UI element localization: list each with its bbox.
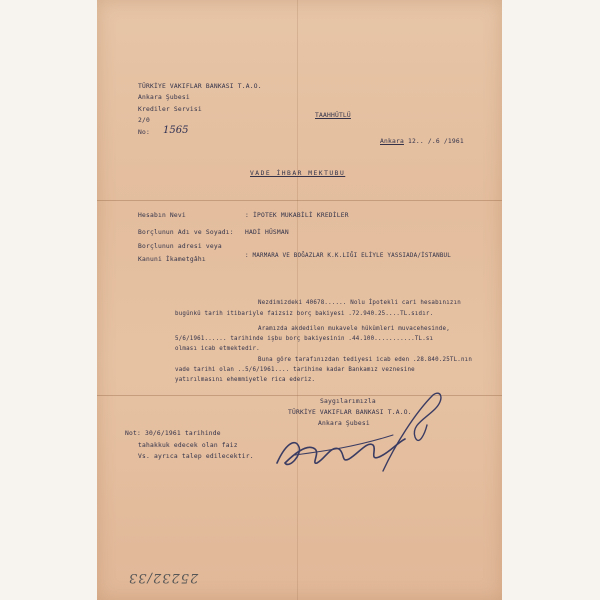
bank-name: TÜRKİYE VAKIFLAR BANKASI T.A.O. <box>138 83 262 90</box>
handwritten-signature <box>265 385 455 480</box>
closing-bank: TÜRKİYE VAKIFLAR BANKASI T.A.O. <box>288 409 412 416</box>
letter-title: VADE İHBAR MEKTUBU <box>250 170 346 177</box>
date-line <box>380 138 464 145</box>
body-line: 5/6/1961...... tarihinde işbu borç bakiyesinin .44.100...........TL.sı <box>175 336 434 342</box>
body-line: Buna göre tarafınızdan tediyesi icab eden .28.840.25TL.nın <box>258 357 473 363</box>
archive-number: 25232/33 <box>128 570 199 585</box>
body-line: Aramızda akdedilen mukavele hükümleri muvacehesinde, <box>258 326 450 332</box>
body-line: vade tarihi olan ..5/6/1961.... tarihine kadar Bankamız veznesine <box>175 367 415 373</box>
no-label: No: <box>138 129 150 136</box>
field-value-debtor-name: HADİ HÜSMAN <box>245 229 289 236</box>
date-place: Ankara <box>380 138 404 145</box>
field-label-account-type: Hesabın Nevi <box>138 212 186 219</box>
service-name: Krediler Servisi <box>138 106 202 113</box>
registered-mail-stamp: TAAHHÜTLÜ <box>315 112 351 119</box>
closing-regards: Saygılarımızla <box>320 398 376 405</box>
body-line: yatırılmasını ehemmiyetle rica ederiz. <box>175 377 316 383</box>
branch-name: Ankara Şubesi <box>138 94 190 101</box>
note-line: Vs. ayrıca talep edilecektir. <box>138 453 254 460</box>
note-line: Not: 30/6/1961 tarihinde <box>125 430 221 437</box>
field-label-debtor-name: Borçlunun Adı ve Soyadı: <box>138 229 234 236</box>
closing-branch: Ankara Şubesi <box>318 420 370 427</box>
field-value-address: : MARMARA VE BOĞAZLAR K.K.LIĞI ELİYLE YASSIADA/İSTANBUL <box>245 253 452 259</box>
body-line: Nezdimizdeki 40678...... Nolu İpotekli cari hesabınızın <box>258 300 461 306</box>
date-value: 12.. /.6 /1961 <box>407 138 464 145</box>
body-line: olması icab etmektedir. <box>175 346 260 352</box>
handwritten-number: 1565 <box>163 125 189 136</box>
fold-line <box>97 200 502 201</box>
ref-prefix: 2/0 <box>138 117 150 124</box>
field-label-debtor-address: Borçlunun adresi veya <box>138 243 222 250</box>
body-line: bugünkü tarih itibariyle faizsiz borç bakiyesi .72.940.25....TL.sıdır. <box>175 311 434 317</box>
field-label-legal-residence: Kanuni İkametgâhı <box>138 256 206 263</box>
field-value-account-type: : İPOTEK MUKABİLİ KREDİLER <box>245 212 349 219</box>
note-line: tahakkuk edecek olan faiz <box>138 442 238 449</box>
